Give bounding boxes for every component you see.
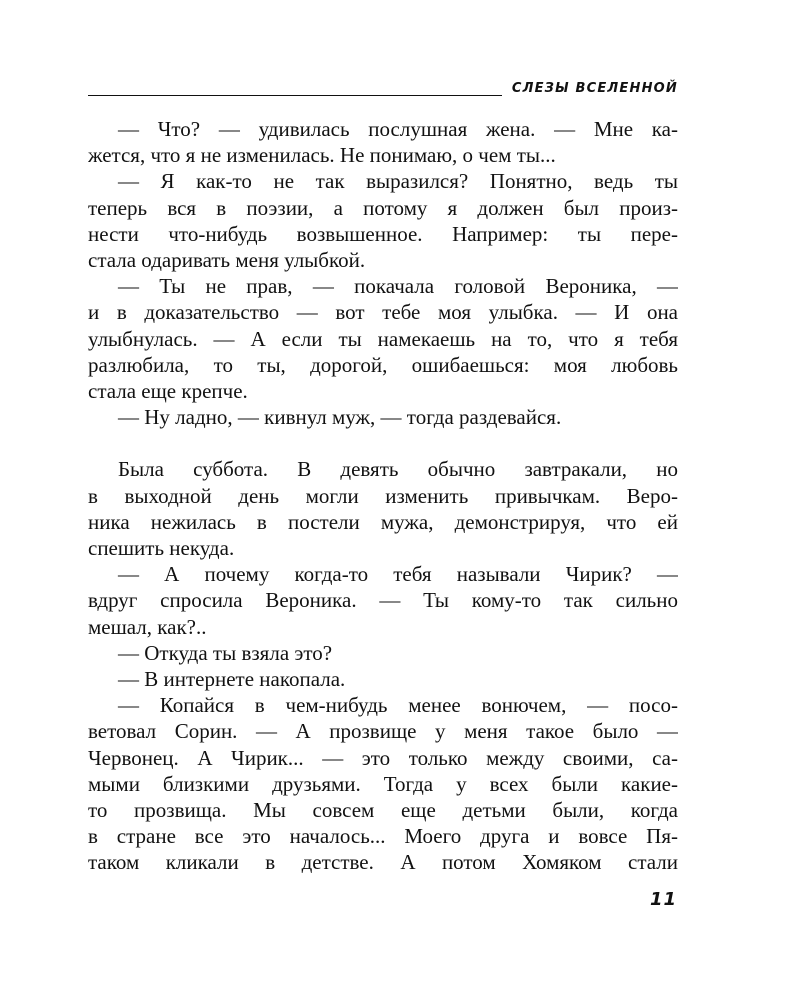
text-line: таком кликали в детстве. А потом Хомяком стали bbox=[88, 850, 678, 875]
text-line: стала одаривать меня улыбкой. bbox=[88, 247, 366, 272]
text-line: разлюбила, то ты, дорогой, ошибаешься: моя любовь bbox=[88, 352, 678, 377]
text-line: — Откуда ты взяла это? bbox=[118, 640, 333, 665]
text-line: мешал, как?.. bbox=[88, 614, 207, 639]
text-line: теперь вся в поэзии, а потому я должен был произ- bbox=[88, 195, 678, 220]
text-line: и в доказательство — вот тебе моя улыбка. — И она bbox=[88, 300, 678, 325]
text-line: — Ну ладно, — кивнул муж, — тогда раздевайся. bbox=[118, 405, 562, 430]
text-line: стала еще крепче. bbox=[88, 378, 248, 403]
text-line: мыми близкими друзьями. Тогда у всех были какие- bbox=[88, 771, 678, 796]
text-line: спешить некуда. bbox=[88, 536, 235, 560]
text-line: — Что? — удивилась послушная жена. — Мне ка- bbox=[118, 117, 678, 141]
blank-line bbox=[88, 430, 678, 456]
text-line: — В интернете накопала. bbox=[118, 666, 346, 691]
text-line: нести что-нибудь возвышенное. Например: ты пере- bbox=[88, 221, 678, 246]
text-line: в стране все это началось... Моего друга и вовсе Пя- bbox=[88, 824, 678, 849]
text-line: в выходной день могли изменить привычкам. Веро- bbox=[88, 483, 678, 508]
text-line: улыбнулась. — А если ты намекаешь на то, что я тебя bbox=[88, 326, 678, 351]
text-line: Червонец. А Чирик... — это только между своими, са- bbox=[88, 745, 678, 770]
text-line: Была суббота. В девять обычно завтракали, но bbox=[118, 457, 678, 482]
running-header bbox=[88, 78, 678, 102]
text-line: — А почему когда-то тебя называли Чирик? — bbox=[118, 562, 678, 587]
text-line: то прозвища. Мы совсем еще детьми были, когда bbox=[88, 797, 678, 822]
page-number: 11 bbox=[649, 889, 677, 910]
text-line: жется, что я не изменилась. Не понимаю, о чем ты... bbox=[88, 143, 556, 168]
text-line: — Ты не прав, — покачала головой Вероника, — bbox=[118, 274, 678, 299]
text-line: вдруг спросила Вероника. — Ты кому-то так сильно bbox=[88, 588, 678, 613]
text-line: ника нежилась в постели мужа, демонстрируя, что ей bbox=[88, 509, 678, 534]
body-text bbox=[88, 116, 678, 875]
header-rule bbox=[88, 95, 502, 96]
running-header-title: СЛЕЗЫ ВСЕЛЕННОЙ bbox=[511, 81, 678, 96]
text-line: ветовал Сорин. — А прозвище у меня такое было — bbox=[88, 719, 678, 744]
text-line: — Я как-то не так выразился? Понятно, ведь ты bbox=[118, 169, 678, 194]
text-line: — Копайся в чем-нибудь менее вонючем, — посо- bbox=[118, 693, 678, 718]
